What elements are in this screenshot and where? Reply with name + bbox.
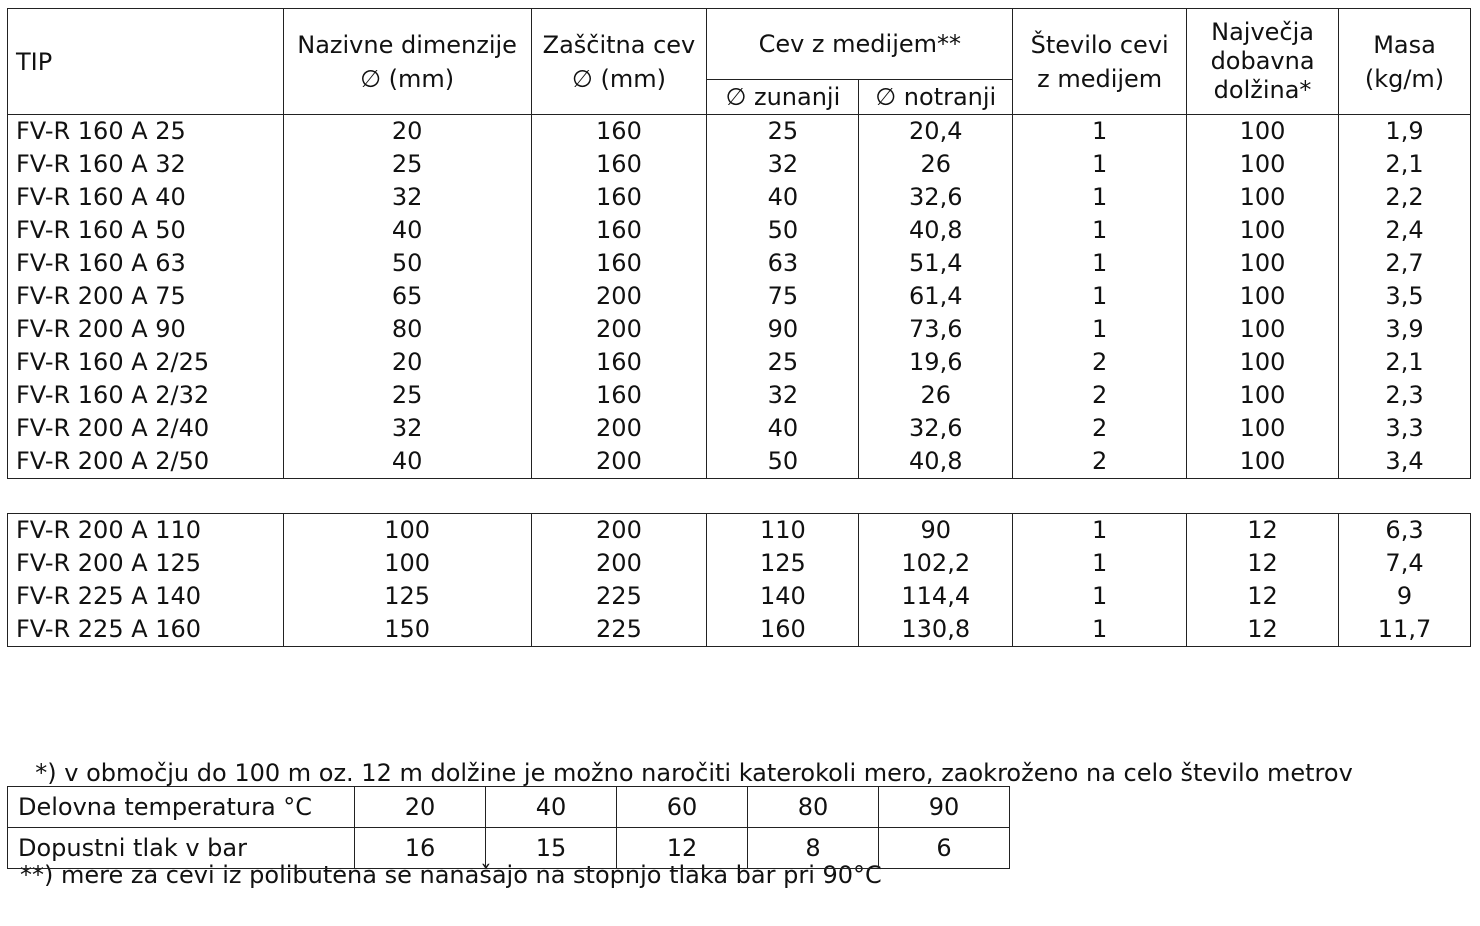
table-cell: FV-R 225 A 160 xyxy=(8,613,284,647)
table-cell: 51,4 xyxy=(859,247,1013,280)
table-cell: 100 xyxy=(283,547,531,580)
header-masa-line1: Masa xyxy=(1373,30,1436,59)
table-cell: FV-R 200 A 2/50 xyxy=(8,445,284,479)
temperature-row xyxy=(8,787,1010,828)
table-cell: 9 xyxy=(1339,580,1471,613)
table-cell: 32 xyxy=(283,412,531,445)
table-cell: 26 xyxy=(859,148,1013,181)
table-cell: 2 xyxy=(1013,379,1187,412)
pressure-value: 6 xyxy=(879,828,1010,869)
table-group-2 xyxy=(8,514,1471,647)
header-stevilo-line2: z medijem xyxy=(1037,64,1163,93)
table-cell: 125 xyxy=(283,580,531,613)
table-cell: 40 xyxy=(707,181,859,214)
pressure-value: 15 xyxy=(486,828,617,869)
table-cell: 12 xyxy=(1187,613,1339,647)
header-notranji: ∅ notranji xyxy=(859,80,1013,115)
table-cell: 25 xyxy=(707,346,859,379)
table-row xyxy=(8,613,1471,647)
table-cell: 65 xyxy=(283,280,531,313)
header-stevilo-line1: Število cevi xyxy=(1030,30,1169,59)
table-cell: 1,9 xyxy=(1339,115,1471,149)
table-cell: 12 xyxy=(1187,547,1339,580)
table-cell: 200 xyxy=(531,412,707,445)
header-zascitna-unit: ∅ (mm) xyxy=(571,64,666,93)
table-cell: 3,3 xyxy=(1339,412,1471,445)
table-cell: 3,5 xyxy=(1339,280,1471,313)
table-cell: 2,7 xyxy=(1339,247,1471,280)
table-cell: 20 xyxy=(283,115,531,149)
header-najvecja-line2: dobavna xyxy=(1210,47,1315,75)
table-cell: 102,2 xyxy=(859,547,1013,580)
table-cell: 2,3 xyxy=(1339,379,1471,412)
pressure-row xyxy=(8,828,1010,869)
table-cell: 1 xyxy=(1013,280,1187,313)
table-cell: 200 xyxy=(531,280,707,313)
footnote-2: **) mere za cevi iz polibutena se nanašajo na stopnjo tlaka bar pri 90°C xyxy=(20,861,882,889)
table-cell: 25 xyxy=(283,148,531,181)
table-row xyxy=(8,547,1471,580)
table-cell: 80 xyxy=(283,313,531,346)
table-cell: 2,4 xyxy=(1339,214,1471,247)
table-cell: 100 xyxy=(1187,214,1339,247)
temperature-value: 80 xyxy=(748,787,879,828)
header-zunanji: ∅ zunanji xyxy=(707,80,859,115)
table-cell: FV-R 160 A 40 xyxy=(8,181,284,214)
header-najvecja-line1: Največja xyxy=(1211,18,1314,46)
table-cell: 3,4 xyxy=(1339,445,1471,479)
table-cell: 1 xyxy=(1013,313,1187,346)
header-zascitna-label: Zaščitna cev xyxy=(542,30,696,59)
table-cell: 100 xyxy=(1187,115,1339,149)
table-cell: 160 xyxy=(531,214,707,247)
header-tip: TIP xyxy=(8,9,284,115)
header-nazivne-dimenzije xyxy=(283,9,531,115)
table-cell: 40 xyxy=(707,412,859,445)
table-cell: 25 xyxy=(283,379,531,412)
table-cell: 20,4 xyxy=(859,115,1013,149)
header-nazivne-unit: ∅ (mm) xyxy=(360,64,455,93)
table-cell: 200 xyxy=(531,313,707,346)
table-cell: 100 xyxy=(1187,280,1339,313)
table-cell: FV-R 160 A 2/25 xyxy=(8,346,284,379)
table-cell: 40 xyxy=(283,445,531,479)
pressure-label: Dopustni tlak v bar xyxy=(8,828,355,869)
table-cell: 2 xyxy=(1013,445,1187,479)
header-zascitna-cev xyxy=(531,9,707,115)
table-cell: 6,3 xyxy=(1339,514,1471,548)
table-cell: 50 xyxy=(283,247,531,280)
table-cell: 200 xyxy=(531,445,707,479)
table-cell: 114,4 xyxy=(859,580,1013,613)
table-cell: 32 xyxy=(283,181,531,214)
table-cell: 61,4 xyxy=(859,280,1013,313)
table-cell: FV-R 160 A 63 xyxy=(8,247,284,280)
table-row xyxy=(8,181,1471,214)
pressure-value: 12 xyxy=(617,828,748,869)
header-masa-line2: (kg/m) xyxy=(1364,64,1445,93)
table-cell: 2,1 xyxy=(1339,346,1471,379)
table-row xyxy=(8,214,1471,247)
table-cell: 100 xyxy=(1187,346,1339,379)
table-cell: 32 xyxy=(707,148,859,181)
table-cell: 160 xyxy=(531,181,707,214)
table-cell: 90 xyxy=(859,514,1013,548)
table-cell: 140 xyxy=(707,580,859,613)
table-cell: FV-R 160 A 25 xyxy=(8,115,284,149)
header-nazivne-label: Nazivne dimenzije xyxy=(297,30,517,59)
table-row xyxy=(8,514,1471,548)
table-cell: 1 xyxy=(1013,580,1187,613)
table-cell: 3,9 xyxy=(1339,313,1471,346)
table-cell: FV-R 160 A 50 xyxy=(8,214,284,247)
table-cell: FV-R 160 A 32 xyxy=(8,148,284,181)
pressure-temperature-table xyxy=(7,786,1010,869)
table-cell: 1 xyxy=(1013,148,1187,181)
table-cell: FV-R 200 A 125 xyxy=(8,547,284,580)
table-cell: 200 xyxy=(531,547,707,580)
header-stevilo-cevi xyxy=(1013,9,1187,115)
table-cell: 160 xyxy=(531,115,707,149)
header-najvecja-dolzina xyxy=(1187,9,1339,115)
table-cell: 100 xyxy=(1187,148,1339,181)
table-cell: 1 xyxy=(1013,547,1187,580)
table-cell: 225 xyxy=(531,613,707,647)
header-najvecja-line3: dolžina* xyxy=(1213,76,1312,104)
table-cell: 50 xyxy=(707,214,859,247)
table-cell: FV-R 225 A 140 xyxy=(8,580,284,613)
table-cell: 26 xyxy=(859,379,1013,412)
table-row xyxy=(8,280,1471,313)
table-cell: 150 xyxy=(283,613,531,647)
table-cell: 25 xyxy=(707,115,859,149)
temperature-value: 90 xyxy=(879,787,1010,828)
table-cell: 1 xyxy=(1013,514,1187,548)
table-cell: 1 xyxy=(1013,613,1187,647)
footnote-1: *) v območju do 100 m oz. 12 m dolžine je možno naročiti katerokoli mero, zaokroženo na celo število metrov xyxy=(20,759,1353,787)
table-gap xyxy=(8,479,1471,514)
table-cell: FV-R 200 A 110 xyxy=(8,514,284,548)
table-cell: 50 xyxy=(707,445,859,479)
table-row xyxy=(8,445,1471,479)
table-cell: 160 xyxy=(707,613,859,647)
table-cell: 100 xyxy=(1187,379,1339,412)
table-cell: FV-R 200 A 2/40 xyxy=(8,412,284,445)
table-cell: 2 xyxy=(1013,346,1187,379)
header-cev-z-medijem: Cev z medijem** xyxy=(707,9,1013,80)
temperature-value: 60 xyxy=(617,787,748,828)
table-cell: 130,8 xyxy=(859,613,1013,647)
gap-cell xyxy=(8,479,1471,514)
table-cell: FV-R 200 A 90 xyxy=(8,313,284,346)
table-cell: FV-R 160 A 2/32 xyxy=(8,379,284,412)
table-cell: 2,1 xyxy=(1339,148,1471,181)
table-cell: 2 xyxy=(1013,412,1187,445)
table-cell: 12 xyxy=(1187,514,1339,548)
table-cell: 160 xyxy=(531,346,707,379)
temperature-value: 40 xyxy=(486,787,617,828)
pipe-spec-table xyxy=(7,8,1471,647)
table-cell: 40,8 xyxy=(859,445,1013,479)
table-row xyxy=(8,379,1471,412)
table-cell: 75 xyxy=(707,280,859,313)
table-cell: 11,7 xyxy=(1339,613,1471,647)
table-cell: 1 xyxy=(1013,115,1187,149)
table-cell: 7,4 xyxy=(1339,547,1471,580)
table-cell: 110 xyxy=(707,514,859,548)
pressure-value: 8 xyxy=(748,828,879,869)
table-cell: 100 xyxy=(1187,247,1339,280)
table-cell: 73,6 xyxy=(859,313,1013,346)
table-cell: 1 xyxy=(1013,181,1187,214)
table-cell: 32 xyxy=(707,379,859,412)
table-cell: 32,6 xyxy=(859,181,1013,214)
table-cell: 40 xyxy=(283,214,531,247)
table-cell: 100 xyxy=(1187,445,1339,479)
table-cell: 20 xyxy=(283,346,531,379)
table-cell: 2,2 xyxy=(1339,181,1471,214)
header-masa xyxy=(1339,9,1471,115)
table-cell: 160 xyxy=(531,379,707,412)
table-row xyxy=(8,412,1471,445)
temperature-value: 20 xyxy=(355,787,486,828)
table-cell: FV-R 200 A 75 xyxy=(8,280,284,313)
table-group-1 xyxy=(8,115,1471,479)
table-cell: 40,8 xyxy=(859,214,1013,247)
table-cell: 100 xyxy=(1187,313,1339,346)
table-cell: 225 xyxy=(531,580,707,613)
table-cell: 100 xyxy=(1187,412,1339,445)
table-cell: 1 xyxy=(1013,214,1187,247)
table-cell: 125 xyxy=(707,547,859,580)
table-cell: 160 xyxy=(531,247,707,280)
table-row xyxy=(8,580,1471,613)
table-cell: 90 xyxy=(707,313,859,346)
table-cell: 100 xyxy=(1187,181,1339,214)
table-row xyxy=(8,148,1471,181)
table-row xyxy=(8,247,1471,280)
table-cell: 63 xyxy=(707,247,859,280)
table-row xyxy=(8,313,1471,346)
table-row xyxy=(8,115,1471,149)
table-cell: 160 xyxy=(531,148,707,181)
table-cell: 1 xyxy=(1013,247,1187,280)
temperature-label: Delovna temperatura °C xyxy=(8,787,355,828)
table-row xyxy=(8,346,1471,379)
table-cell: 12 xyxy=(1187,580,1339,613)
table-cell: 200 xyxy=(531,514,707,548)
table-cell: 19,6 xyxy=(859,346,1013,379)
table-cell: 32,6 xyxy=(859,412,1013,445)
pressure-value: 16 xyxy=(355,828,486,869)
table-cell: 100 xyxy=(283,514,531,548)
